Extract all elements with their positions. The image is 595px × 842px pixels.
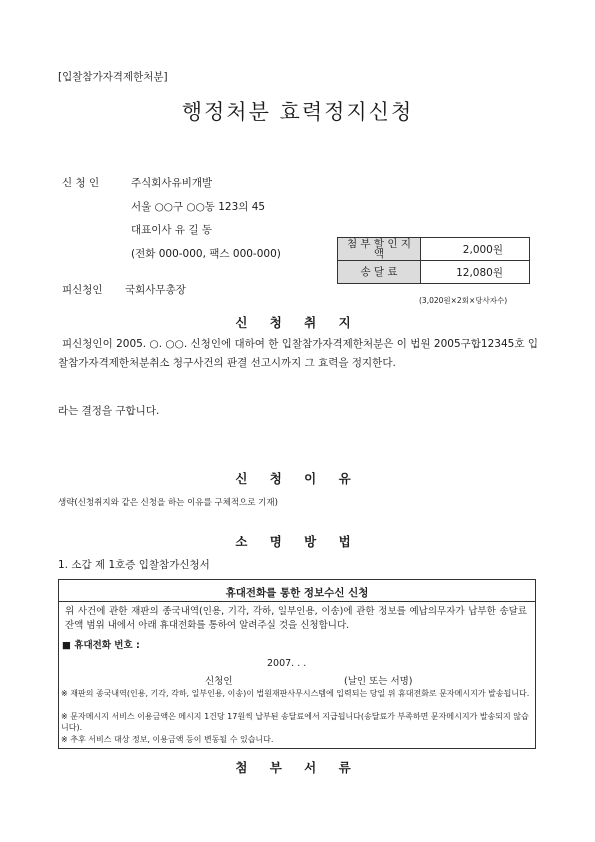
fee-value: 2,000원 (421, 238, 530, 261)
applicant-address: 서울 ○○구 ○○동 123의 45 (131, 201, 266, 213)
fee-row (338, 238, 530, 261)
category-tag: [입찰참가자격제한처분] (58, 71, 168, 83)
reason-text: 생략(신청취지와 같은 신청을 하는 이유를 구체적으로 기재) (58, 498, 278, 508)
notice-heading: 휴대전화를 통한 정보수신 신청 (225, 587, 369, 599)
section-purpose-heading: 신 청 취 지 (235, 315, 360, 330)
notice-date: 2007. . . (267, 658, 307, 669)
respondent-name: 국회사무총장 (125, 284, 186, 296)
notice-note: ※ 문자메시지 서비스 이용금액은 메시지 1건당 17원씩 납부된 송달료에서 지급됩니다(송달료가 부족하면 문자메시지가 발송되지 않습니다). (61, 712, 529, 732)
phone-label: ■ 휴대전화 번호 : (62, 640, 140, 651)
fee-row (338, 261, 530, 284)
notice-note: ※ 재판의 종국내역(인용, 기각, 각하, 일부인용, 이송)이 법원재판사무시스템에 입력되는 당일 위 휴대전화로 문자메시지가 발송됩니다. (61, 689, 530, 698)
mobile-notice-box (58, 579, 536, 749)
notice-seal: (날인 또는 서명) (344, 676, 413, 687)
respondent-label: 피신청인 (62, 284, 103, 296)
fee-value: 12,080원 (421, 261, 530, 284)
purpose-body: 피신청인이 2005. ○. ○○. 신청인에 대하여 한 입찰참가자격제한처분은 이 법원 2005구합12345호 입찰참가자격제한처분취소 청구사건의 판결 선고시까지 그 효력을 정지한다. (58, 338, 538, 369)
document-title: 행정처분 효력정지신청 (181, 100, 414, 124)
divider (59, 601, 535, 602)
applicant-contact: (전화 000-000, 팩스 000-000) (131, 248, 281, 260)
notice-body: 위 사건에 관한 재판의 종국내역(인용, 기각, 각하, 일부인용, 이송)에 관한 정보를 예납의무자가 납부한 송달료 잔액 범위 내에서 아래 휴대전화를 통하여 알려주실 것을 신청합니다. (65, 606, 527, 631)
fee-label: 첨 부 할 인 지 액 (338, 238, 421, 261)
applicant-representative: 대표이사 유 길 동 (131, 224, 213, 236)
evidence-item: 1. 소갑 제 1호증 입찰참가신청서 (58, 559, 210, 571)
section-evidence-heading: 소 명 방 법 (235, 534, 360, 549)
fee-note: (3,020원×2회×당사자수) (419, 296, 508, 305)
applicant-label: 신 청 인 (62, 177, 100, 189)
purpose-text (58, 335, 538, 373)
section-attachments-heading: 첨 부 서 류 (235, 760, 360, 775)
purpose-closing: 라는 결정을 구합니다. (58, 405, 160, 417)
fee-label: 송 달 료 (338, 261, 421, 284)
section-reason-heading: 신 청 이 유 (235, 471, 360, 486)
fee-table (337, 237, 530, 284)
notice-signer: 신청인 (205, 676, 233, 687)
applicant-name: 주식회사유비개발 (131, 177, 213, 189)
notice-note: ※ 추후 서비스 대상 정보, 이용금액 등이 변동될 수 있습니다. (61, 735, 274, 744)
